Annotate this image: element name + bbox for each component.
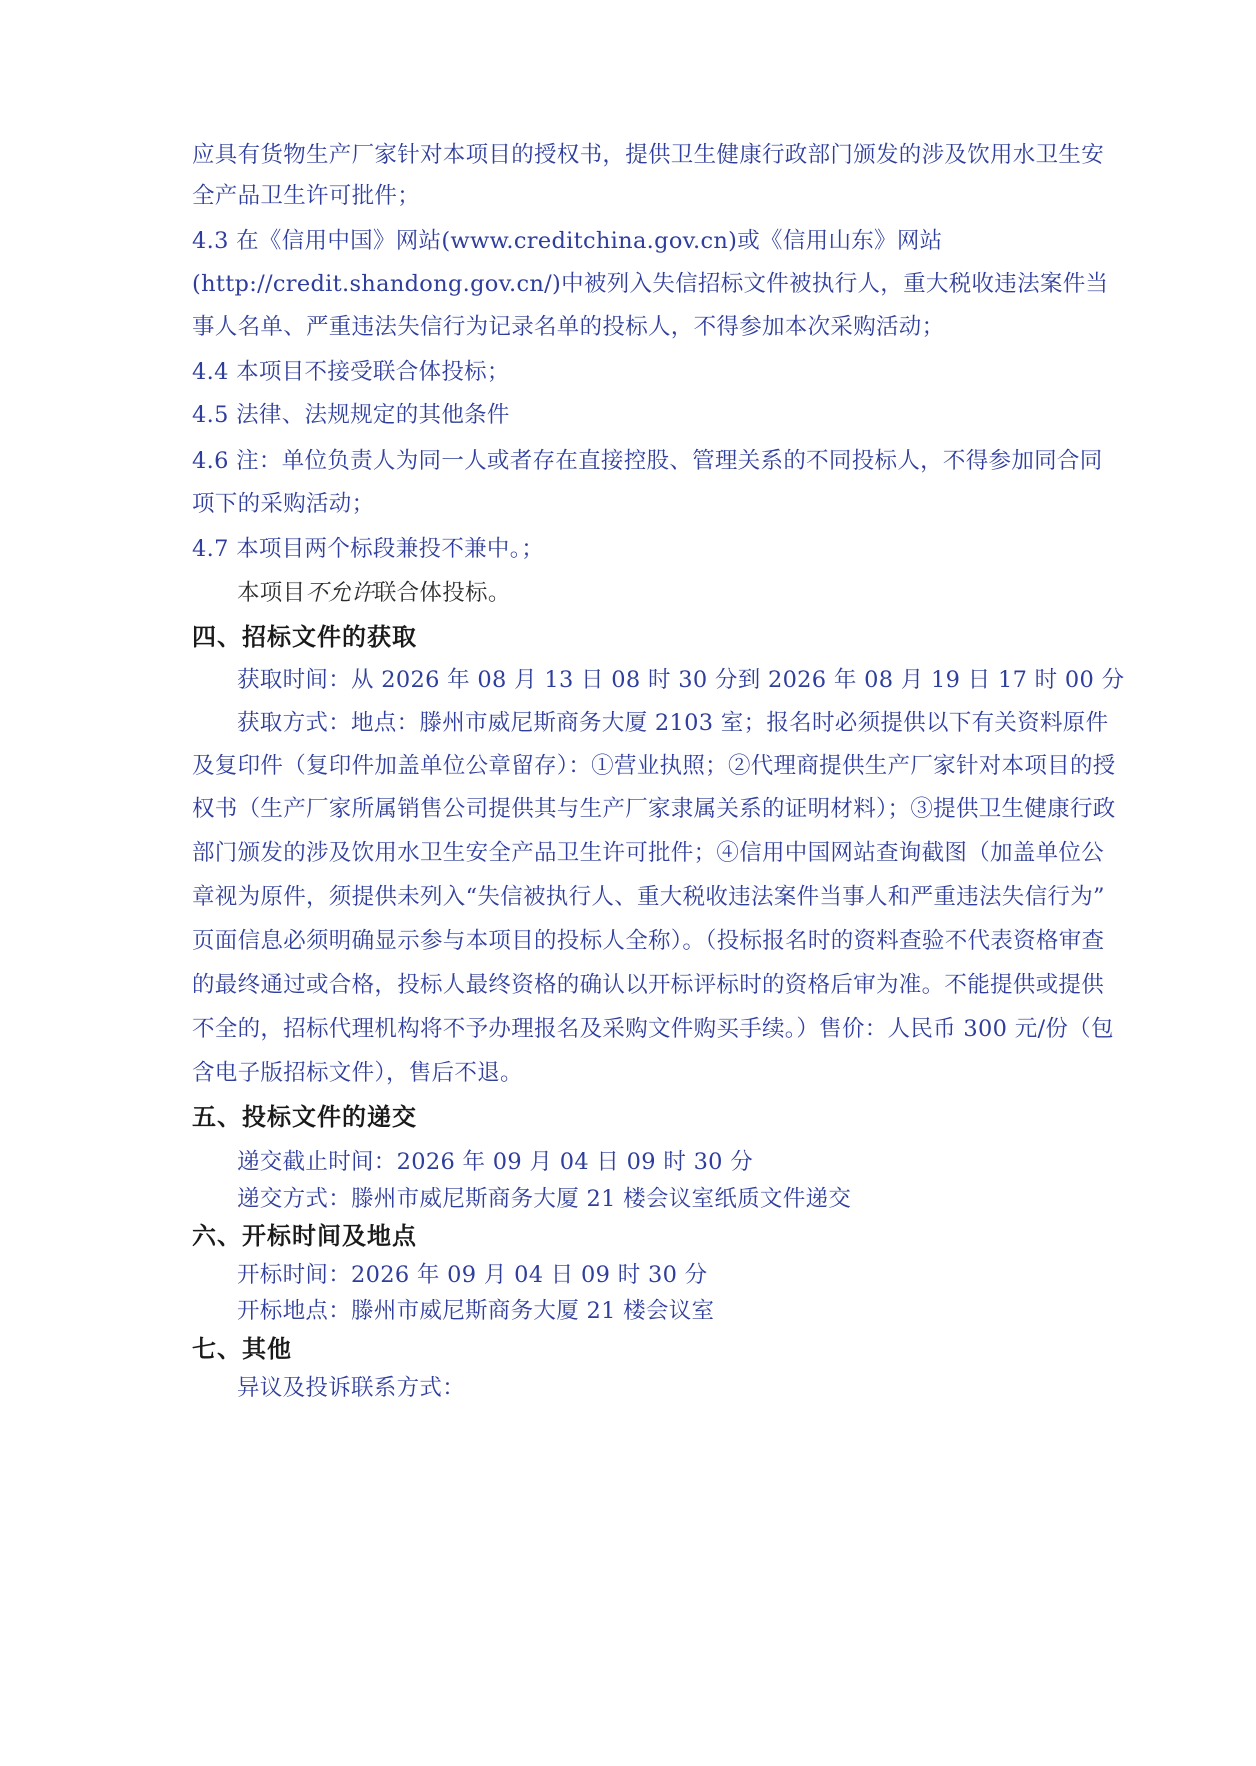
section-4-heading: 四、招标文件的获取	[192, 623, 417, 651]
submission-deadline: 递交截止时间：2026 年 09 月 04 日 09 时 30 分	[237, 1149, 754, 1175]
objection-contact-label: 异议及投诉联系方式：	[237, 1375, 466, 1401]
opening-time: 开标时间：2026 年 09 月 04 日 09 时 30 分	[237, 1262, 708, 1288]
acquisition-method-line: 页面信息必须明确显示参与本项目的投标人全称）。（投标报名时的资料查验不代表资格审查	[192, 928, 1105, 954]
item-4-4: 4.4 本项目不接受联合体投标；	[192, 359, 510, 385]
consortium-suffix: 联合体投标。	[373, 580, 511, 606]
item-4-3-line-2: (http://credit.shandong.gov.cn/)中被列入失信招标文件被执行人，重大税收违法案件当	[192, 271, 1109, 297]
acquisition-method-line: 部门颁发的涉及饮用水卫生安全产品卫生许可批件；④信用中国网站查询截图（加盖单位公	[192, 840, 1105, 866]
authorization-requirement-line-2: 全产品卫生许可批件；	[192, 183, 421, 209]
acquisition-method-line: 获取方式：地点：滕州市威尼斯商务大厦 2103 室；报名时必须提供以下有关资料原件	[237, 710, 1109, 736]
submission-method: 递交方式：滕州市威尼斯商务大厦 21 楼会议室纸质文件递交	[237, 1186, 852, 1212]
authorization-requirement-line-1: 应具有货物生产厂家针对本项目的授权书，提供卫生健康行政部门颁发的涉及饮用水卫生安	[192, 142, 1105, 168]
opening-place: 开标地点：滕州市威尼斯商务大厦 21 楼会议室	[237, 1298, 715, 1324]
item-4-7: 4.7 本项目两个标段兼投不兼中。；	[192, 536, 545, 562]
acquisition-method-line: 权书（生产厂家所属销售公司提供其与生产厂家隶属关系的证明材料）；③提供卫生健康行政	[192, 796, 1116, 822]
acquisition-method-line: 章视为原件，须提供未列入“失信被执行人、重大税收违法案件当事人和严重违法失信行为”	[192, 884, 1105, 910]
item-4-6-line-2: 项下的采购活动；	[192, 491, 375, 517]
item-4-6-line-1: 4.6 注：单位负责人为同一人或者存在直接控股、管理关系的不同投标人，不得参加同合同	[192, 448, 1103, 474]
section-7-heading: 七、其他	[192, 1335, 292, 1363]
item-4-5: 4.5 法律、法规规定的其他条件	[192, 402, 510, 428]
acquisition-method-line: 含电子版招标文件），售后不退。	[192, 1060, 523, 1086]
item-4-3-line-3: 事人名单、严重违法失信行为记录名单的投标人，不得参加本次采购活动；	[192, 314, 945, 340]
acquisition-method-line: 不全的，招标代理机构将不予办理报名及采购文件购买手续。）售价：人民币 300 元/份（包	[192, 1016, 1114, 1042]
consortium-statement	[237, 578, 1137, 608]
consortium-prefix: 本项目	[237, 580, 306, 606]
section-5-heading: 五、投标文件的递交	[192, 1103, 417, 1131]
item-4-3-line-1: 4.3 在《信用中国》网站(www.creditchina.gov.cn)或《信用山东》网站	[192, 228, 943, 254]
acquisition-time: 获取时间：从 2026 年 08 月 13 日 08 时 30 分到 2026 年 08 月 19 日 17 时 00 分	[237, 667, 1125, 693]
acquisition-method-line: 及复印件（复印件加盖单位公章留存）：①营业执照；②代理商提供生产厂家针对本项目的授	[192, 753, 1116, 779]
consortium-emphasis: 不允许	[305, 580, 374, 606]
section-6-heading: 六、开标时间及地点	[192, 1222, 417, 1250]
acquisition-method-line: 的最终通过或合格，投标人最终资格的确认以开标评标时的资格后审为准。不能提供或提供	[192, 972, 1105, 998]
